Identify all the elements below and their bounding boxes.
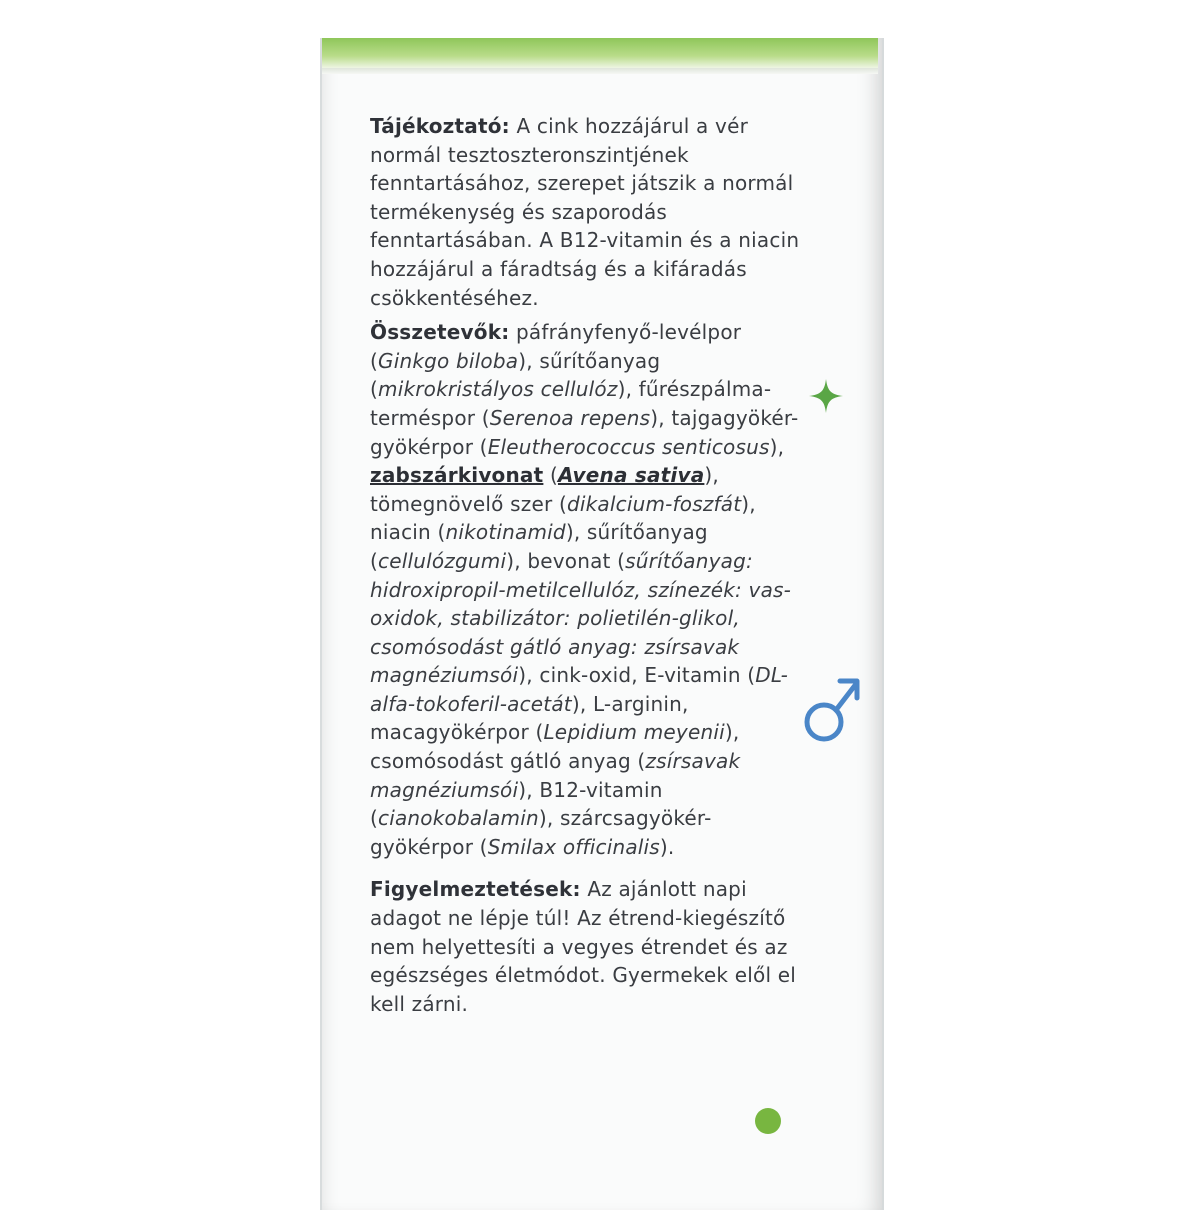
highlighted-ingredient-latin: Avena sativa — [557, 463, 705, 488]
warnings-paragraph — [370, 875, 810, 1018]
ingredients-text: ), tömegnövelő szer ( — [370, 463, 719, 516]
highlighted-ingredient: zabszárkivonat — [370, 463, 544, 488]
warnings-label: Figyelmeztetések: — [370, 877, 581, 902]
warnings-text: Az ajánlott napi adagot ne lépje túl! Az étrend-kiegészítő nem helyettesíti a vegyes étrendet és az egészséges életmódot. Gyermekek elől el kell zárni. — [370, 877, 797, 1016]
ingredients-text: ), cink-oxid, E-vitamin ( — [518, 663, 756, 688]
ingredient-latin: Smilax officinalis — [487, 834, 660, 859]
ingredients-text: ), bevonat ( — [506, 548, 626, 573]
label-text — [370, 112, 810, 1024]
ingredients-text: páfrányfenyő-levélpor ( — [370, 320, 742, 373]
ingredients-text: ), — [769, 434, 785, 459]
ingredients-text: ), L-arginin, macagyökérpor ( — [370, 691, 689, 745]
green-lid-edge — [322, 38, 878, 68]
ingredients-text: ), szárcsagyökér-gyökérpor ( — [370, 806, 712, 859]
ingredients-text: ), niacin ( — [370, 491, 756, 545]
ingredients-text: ), sűrítőanyag ( — [370, 348, 661, 402]
ingredient-latin: Ginkgo biloba — [378, 348, 519, 373]
ingredient-latin: dikalcium-foszfát — [566, 491, 742, 516]
ingredients-text: ), fűrészpálma-terméspor ( — [370, 377, 772, 430]
ingredients-text: ), tajgagyökér-gyökérpor ( — [370, 405, 799, 459]
ingredient-latin: sűrítőanyag: hidroxipropil-metilcellulóz, színezék: vas-oxidok, stabilizátor: polietilén-glikol, csomósodást gátló anyag: zsírsavak magnéziumsói — [370, 548, 792, 688]
ingredients-text: ). — [659, 834, 675, 859]
ingredient-latin: DL-alfa-tokoferil-acetát — [370, 663, 789, 716]
info-label: Tájékoztató: — [370, 114, 510, 138]
ingredients-text: ), B12-vitamin ( — [370, 777, 663, 831]
ingredient-latin: Serenoa repens — [489, 405, 651, 430]
info-paragraph — [370, 112, 810, 312]
ingredient-latin: Eleutherococcus senticosus — [487, 434, 770, 459]
ingredient-latin: nikotinamid — [445, 520, 566, 545]
info-text: A cink hozzájárul a vér normál tesztoszteronszintjének fenntartásához, szerepet játszik a normál termékenység és szaporodás fenntartásában. A B12-vitamin és a niacin hozzájárul a fáradtság és a kifáradás csökkentéséhez. — [370, 114, 800, 310]
ingredient-latin: zsírsavak magnéziumsói — [370, 749, 741, 802]
ingredient-latin: Lepidium meyenii — [543, 720, 725, 745]
male-symbol-icon — [800, 668, 866, 748]
ingredient-latin: mikrokristályos cellulóz — [378, 377, 618, 402]
sparkle-icon — [808, 378, 844, 414]
green-dot-icon — [755, 1108, 781, 1134]
ingredients-text: ), csomósodást gátló anyag ( — [370, 720, 740, 774]
ingredients-paragraph — [370, 318, 810, 861]
ingredient-latin: cianokobalamin — [378, 806, 539, 831]
lid-shadow — [322, 68, 878, 74]
ingredients-text: ( — [543, 463, 558, 488]
ingredients-text: ), sűrítőanyag ( — [370, 520, 708, 573]
ingredient-latin: cellulózgumi — [378, 548, 507, 573]
ingredients-label: Összetevők: — [370, 320, 510, 345]
